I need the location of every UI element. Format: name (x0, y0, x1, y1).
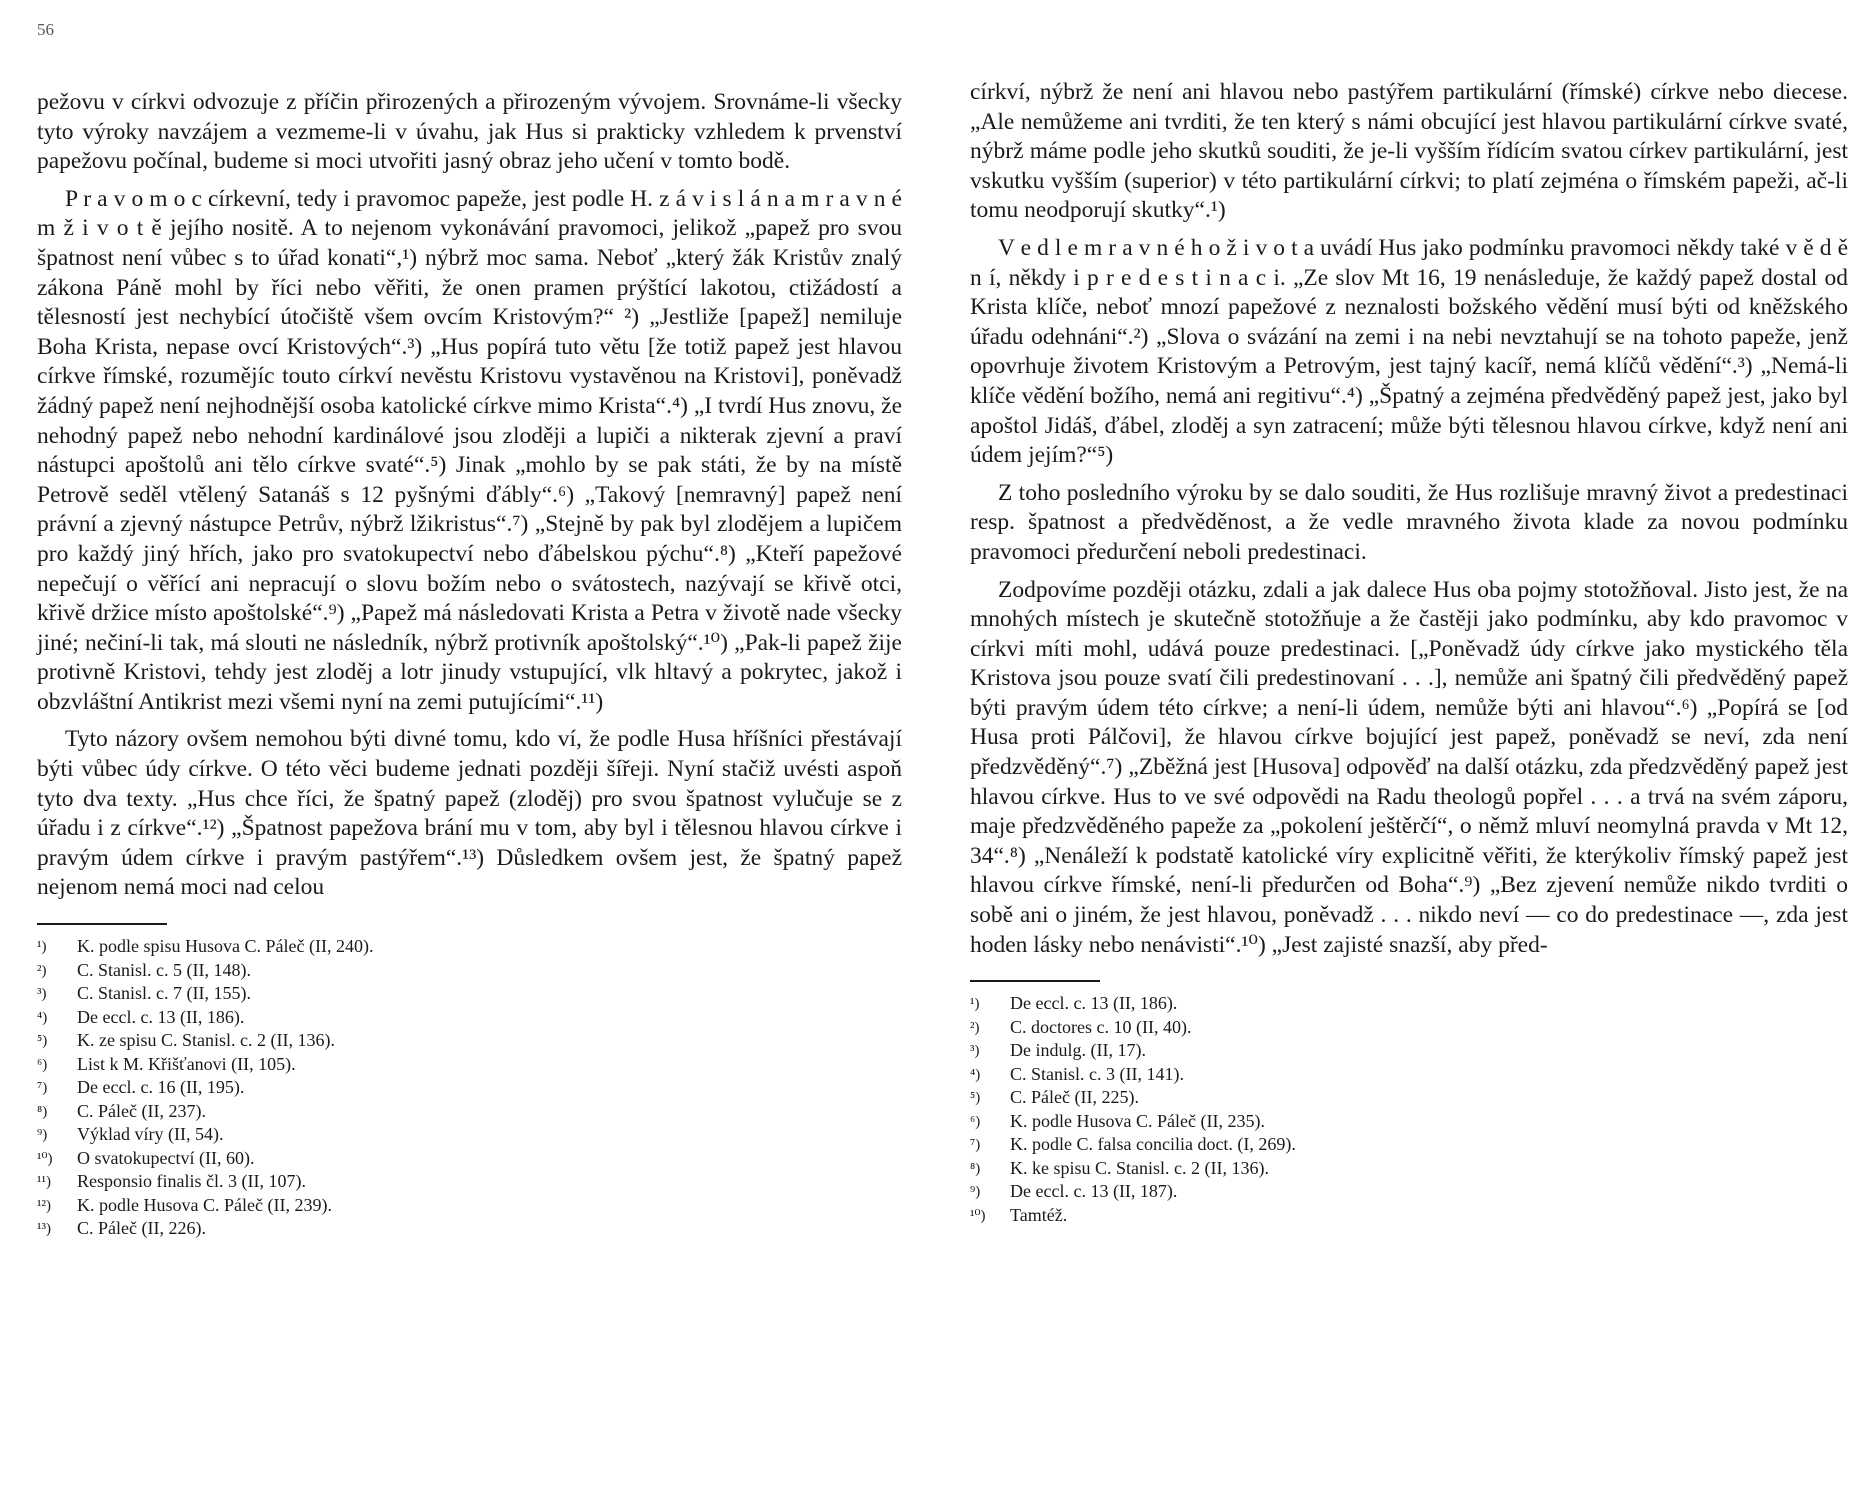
footnote (37, 1100, 902, 1124)
footnote (37, 1076, 902, 1100)
footnote-text: C. Stanisl. c. 5 (II, 148). (77, 959, 251, 980)
footnote (37, 959, 902, 983)
footnote-text: List k M. Křišťanovi (II, 105). (77, 1053, 296, 1074)
footnote-mark: ¹) (970, 996, 980, 1013)
left-footnotes (37, 935, 902, 1241)
footnote-divider (970, 980, 1100, 982)
footnote (37, 1053, 902, 1077)
footnote (970, 1086, 1848, 1110)
footnote-mark: ⁵) (970, 1090, 981, 1107)
footnote (37, 1029, 902, 1053)
footnote (37, 1194, 902, 1218)
footnote-text: De eccl. c. 16 (II, 195). (77, 1077, 245, 1098)
footnote-mark: ³) (970, 1043, 980, 1060)
footnote-mark: ³) (37, 986, 47, 1003)
footnote-mark: ¹) (37, 939, 47, 956)
left-column (37, 88, 902, 1241)
footnote-mark: ⁸) (37, 1103, 48, 1120)
paragraph: Zodpovíme později otázku, zdali a jak dalece Hus oba pojmy stotožňoval. Jisto jest, že na mnohých místech je skutečně stotožňuje a že častěji jako podmínku, aby kdo pravomoc v církvi míti mohl, udává pouze predestinaci. [„Poněvadž údy církve jako mystického těla Kristova jsou pouze svatí čili predestinovaní . . .], nemůže ani špatný čili předvěděný papež býti pravým údem této církve; a není-li údem, nemůže býti ani hlavou“.⁶) „Popírá se [od Husa proti Pálčovi], že hlavou církve bojující jest papež, poněvadž se neví, zda není předzvěděný“.⁷) „Zběžná jest [Husova] odpověď na další otázku, zda předzvěděný papež jest hlavou církve. Hus to ve své odpovědi na Radu theologů popřel . . . a trvá na svém záporu, maje předzvěděného papeže za „pokolení ještěrčí“, o němž mluví neomylná pravda v Mt 12, 34“.⁸) „Nenáleží k podstatě katolické víry explicitně věřiti, že kterýkoliv římský papež jest hlavou církve římské, není-li předurčen od Boha“.⁹) „Bez zjevení nemůže nikdo tvrditi o sobě ani o jiném, že jest hlavou, poněvadž . . . nikdo neví — co do predestinace —, zda jest hoden lásky nebo nenávisti“.¹⁰) „Jest zajisté snazší, aby před- (970, 576, 1848, 958)
footnote-mark: ⁴) (970, 1066, 981, 1083)
footnote-mark: ⁶) (37, 1056, 48, 1073)
footnote (970, 1063, 1848, 1087)
footnote-text: C. doctores c. 10 (II, 40). (1010, 1016, 1192, 1037)
footnote-mark: ⁵) (37, 1033, 48, 1050)
footnote-mark: ⁹) (970, 1184, 981, 1201)
footnote-text: O svatokupectví (II, 60). (77, 1147, 255, 1168)
footnote-mark: ¹⁰) (37, 1150, 53, 1167)
footnote (970, 1110, 1848, 1134)
paragraph: P r a v o m o c církevní, tedy i pravomoc papeže, jest podle H. z á v i s l á n a m r a v n é m ž i v o t ě jejího nositě. A to nejenom vykonávání pravomoci, jelikož „papež pro svou špatnost není vůbec s to úřad konati“,¹) nýbrž moc sama. Neboť „který žák Kristův znalý zákona Páně mohl by říci nebo věřiti, že onen pramen prýštící lakotou, ctižádostí a tělesností jest nechybící útočiště všem ovcím Kristovým?“ ²) „Jestliže [papež] nemiluje Boha Krista, nepase ovcí Kristových“.³) „Hus popírá tuto větu [že totiž papež jest hlavou církve římské, rozumějíc touto církví nevěstu Kristovu vystavěnou na Kristovi], poněvadž žádný papež není nejhodnější osoba katolické církve mimo Krista“.⁴) „I tvrdí Hus znovu, že nehodný papež nebo nehodní kardinálové jsou zloději a lupiči a nikterak zjevní a praví nástupci apoštolů ani tělo církve svaté“.⁵) Jinak „mohlo by se pak státi, že by na místě Petrově seděl vtělený Satanáš s 12 pyšnými ďábly“.⁶) „Takový [nemravný] papež není právní a zjevný nástupce Petrův, nýbrž lžikristus“.⁷) „Stejně by pak byl zlodějem a lupičem pro každý jiný hřích, jako pro svatokupectví nebo ďábelskou pýchu“.⁸) „Kteří papežové nepečují o věřící ani nepracují o slovu božím nebo o svátostech, nazývají se křivě otci, křivě držice místo apoštolské“.⁹) „Papež má následovati Krista a Petra v životě nade všecky jiné; nečiní-li tak, má slouti ne následník, nýbrž protivník apoštolský“.¹⁰) „Pak-li papež žije protivně Kristovi, tehdy jest zloděj a lotr jinudy vstupující, vlk hltavý a pokrytec, jakož i obzvláštní Antikrist mezi všemi nyní na zemi putujícími“.¹¹) (37, 185, 903, 715)
footnote (37, 1170, 902, 1194)
footnote-mark: ¹³) (37, 1221, 51, 1238)
footnote-text: De eccl. c. 13 (II, 186). (77, 1006, 245, 1027)
footnote (970, 1039, 1848, 1063)
right-footnotes (970, 992, 1848, 1227)
footnote (37, 982, 902, 1006)
footnote-text: K. podle Husova C. Páleč (II, 235). (1010, 1110, 1265, 1131)
footnote (37, 1217, 902, 1241)
footnote (970, 1016, 1848, 1040)
paragraph: Z toho posledního výroku by se dalo souditi, že Hus rozlišuje mravný život a predestinaci resp. špatnost a předvěděnost, a že vedle mravného života klade za novou podmínku pravomoci předurčení neboli predestinaci. (970, 479, 1848, 565)
footnote-text: De eccl. c. 13 (II, 187). (1010, 1181, 1178, 1202)
paragraph: V e d l e m r a v n é h o ž i v o t a uvádí Hus jako podmínku pravomoci někdy také v ě d ě n í, někdy i p r e d e s t i n a c i. „Ze slov Mt 16, 19 nenásleduje, že každý papež dostal od Krista klíče, neboť mnozí papežové z neznalosti božského vědění musí býti od kněžského úřadu odehnáni“.²) „Slova o svázání na zemi i na nebi nevztahují se na tohoto papeže, jenž opovrhuje životem Kristovým a Petrovým, jest tajný kacíř, nemá klíčů vědění“.³) „Nemá-li klíče vědění božího, nemá ani regitivu“.⁴) „Špatný a zejména předvěděný papež jest, jako byl apoštol Jidáš, ďábel, zloděj a syn zatracení; může býti tělesnou hlavou církve, když není ani údem jejím?“⁵) (970, 234, 1848, 469)
footnote-mark: ¹¹) (37, 1174, 51, 1191)
footnote-text: Výklad víry (II, 54). (77, 1124, 224, 1145)
footnote (37, 1006, 902, 1030)
footnote (970, 1157, 1848, 1181)
footnote-text: C. Páleč (II, 237). (77, 1100, 206, 1121)
footnote-text: Responsio finalis čl. 3 (II, 107). (77, 1171, 306, 1192)
footnote-mark: ²) (37, 962, 47, 979)
footnote (970, 1133, 1848, 1157)
footnote-mark: ⁶) (970, 1113, 981, 1130)
footnote-text: K. podle spisu Husova C. Páleč (II, 240). (77, 936, 374, 957)
footnote-mark: ⁴) (37, 1009, 48, 1026)
footnote-text: C. Páleč (II, 226). (77, 1218, 206, 1239)
footnote (37, 935, 902, 959)
footnote-mark: ¹²) (37, 1197, 51, 1214)
footnote (970, 1204, 1848, 1228)
footnote-mark: ¹⁰) (970, 1207, 986, 1224)
right-body-text (970, 78, 1848, 960)
footnote-text: K. ze spisu C. Stanisl. c. 2 (II, 136). (77, 1030, 335, 1051)
footnote-text: C. Stanisl. c. 3 (II, 141). (1010, 1063, 1184, 1084)
footnote-mark: ⁷) (970, 1137, 981, 1154)
footnote-mark: ²) (970, 1019, 980, 1036)
footnote-text: De eccl. c. 13 (II, 186). (1010, 993, 1178, 1014)
page-number: 56 (37, 20, 54, 39)
footnote-mark: ⁷) (37, 1080, 48, 1097)
footnote (970, 992, 1848, 1016)
right-column (970, 78, 1848, 1227)
footnote-text: C. Páleč (II, 225). (1010, 1087, 1139, 1108)
footnote-text: De indulg. (II, 17). (1010, 1040, 1146, 1061)
footnote-text: K. ke spisu C. Stanisl. c. 2 (II, 136). (1010, 1157, 1269, 1178)
footnote-divider (37, 923, 167, 925)
left-body-text (37, 88, 902, 903)
paragraph: pežovu v církvi odvozuje z příčin přirozených a přirozeným vývojem. Srovnáme-li všecky tyto výroky navzájem a vezmeme-li v úvahu, jak Hus si prakticky vzhledem k prvenství papežovu počínal, budeme si moci utvořiti jasný obraz jeho učení v tomto bodě. (37, 89, 902, 175)
footnote (37, 1147, 902, 1171)
footnote-text: K. podle C. falsa concilia doct. (I, 269). (1010, 1134, 1296, 1155)
footnote-text: C. Stanisl. c. 7 (II, 155). (77, 983, 251, 1004)
footnote-text: Tamtéž. (1010, 1204, 1068, 1225)
footnote (37, 1123, 902, 1147)
footnote-mark: ⁸) (970, 1160, 981, 1177)
footnote (970, 1180, 1848, 1204)
footnote-mark: ⁹) (37, 1127, 48, 1144)
paragraph: Tyto názory ovšem nemohou býti divné tomu, kdo ví, že podle Husa hříšníci přestávají býti vůbec údy církve. O této věci budeme jednati později šířeji. Nyní stačiž uvésti aspoň tyto dva texty. „Hus chce říci, že špatný papež (zloděj) pro svou špatnost vylučuje se z úřadu i z církve“.¹²) „Špatnost papežova brání mu v tom, aby byl i tělesnou hlavou církve i pravým údem církve i pravým pastýřem“.¹³) Důsledkem ovšem jest, že špatný papež nejenom nemá moci nad celou (37, 726, 902, 901)
footnote-text: K. podle Husova C. Páleč (II, 239). (77, 1194, 332, 1215)
paragraph: církví, nýbrž že není ani hlavou nebo pastýřem partikulární (římské) církve nebo diecese. „Ale nemůžeme ani tvrditi, že ten který s námi obcující jest hlavou partikulární církve svaté, nýbrž máme podle jeho skutků souditi, že je-li vyšším řídícím svatou církev partikulární, jest vskutku vyšším (superior) v této partikulární církvi; to platí zejména o římském papeži, ač-li tomu neodporují skutky“.¹) (970, 79, 1848, 224)
